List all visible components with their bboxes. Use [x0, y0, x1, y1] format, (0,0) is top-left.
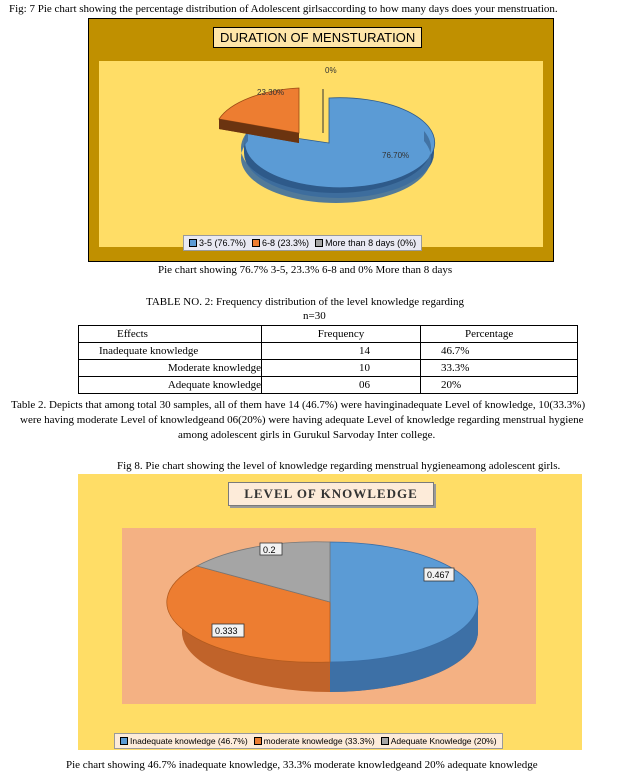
- label-76: 76.70%: [382, 151, 410, 160]
- header-effects: Effects: [79, 326, 262, 343]
- label-inadequate: 0.467: [427, 570, 450, 580]
- chart2-title-box: [228, 482, 434, 506]
- chart2-legend: [114, 733, 503, 749]
- table-title: TABLE NO. 2: Frequency distribution of the level knowledge regarding: [146, 296, 465, 308]
- table-row: [79, 377, 578, 394]
- legend-label: Inadequate knowledge (46.7%): [130, 736, 248, 746]
- legend-swatch: [252, 239, 260, 247]
- chart1-title: DURATION OF MENSTURATION: [213, 27, 422, 48]
- row-frequency: 10: [262, 360, 421, 377]
- table-n: n=30: [303, 310, 326, 322]
- legend-label: 3-5 (76.7%): [199, 238, 247, 248]
- legend-label: 6-8 (23.3%): [262, 238, 310, 248]
- legend-item-6-8: [252, 238, 309, 248]
- row-percentage: 46.7%: [421, 343, 578, 360]
- table-desc-3: among adolescent girls in Gurukul Sarvoday Inter college.: [178, 429, 436, 441]
- label-adequate: 0.2: [263, 545, 276, 555]
- label-23: 23.30%: [257, 88, 285, 97]
- legend-item-moderate: [254, 736, 375, 746]
- table-desc-2: were having moderate Level of knowledgeand 06(20%) were having adequate Level of knowledge regarding menstrual hygiene: [20, 414, 584, 426]
- chart2-plot-area: [122, 528, 536, 704]
- legend-item-inadequate: [120, 736, 248, 746]
- chart1-plot-area: [99, 61, 543, 247]
- fig7-note: Pie chart showing 76.7% 3-5, 23.3% 6-8 and 0% More than 8 days: [158, 264, 453, 276]
- header-percentage: Percentage: [421, 326, 578, 343]
- legend-swatch: [381, 737, 389, 745]
- legend-item-adequate: [381, 736, 497, 746]
- fig7-caption: Fig: 7 Pie chart showing the percentage distribution of Adolescent girlsaccording to how many days does your menstruation.: [9, 3, 558, 15]
- row-effect: Moderate knowledge: [79, 360, 262, 377]
- legend-item-3-5: [189, 238, 246, 248]
- fig8-caption: Fig 8. Pie chart showing the level of knowledge regarding menstrual hygieneamong adolescent girls.: [117, 460, 561, 472]
- duration-chart: [88, 18, 554, 262]
- legend-swatch: [189, 239, 197, 247]
- label-moderate: 0.333: [215, 626, 238, 636]
- legend-swatch: [120, 737, 128, 745]
- row-frequency: 06: [262, 377, 421, 394]
- row-percentage: 33.3%: [421, 360, 578, 377]
- row-effect: Inadequate knowledge: [79, 343, 262, 360]
- table-desc-1: Table 2. Depicts that among total 30 samples, all of them have 14 (46.7%) were havinginadequate Level of knowledge, 10(33.3%): [11, 399, 586, 411]
- legend-swatch: [315, 239, 323, 247]
- row-percentage: 20%: [421, 377, 578, 394]
- chart2-title: LEVEL OF KNOWLEDGE: [244, 486, 418, 501]
- fig8-note: Pie chart showing 46.7% inadequate knowledge, 33.3% moderate knowledgeand 20% adequate knowledge: [66, 759, 538, 771]
- table-row: [79, 343, 578, 360]
- header-frequency: Frequency: [262, 326, 421, 343]
- legend-label: Adequate Knowledge (20%): [390, 736, 497, 746]
- label-0: 0%: [325, 66, 337, 75]
- chart1-pie-svg: [99, 61, 543, 247]
- table-header-row: [79, 326, 578, 343]
- legend-label: moderate knowledge (33.3%): [263, 736, 375, 746]
- knowledge-chart: [78, 474, 582, 750]
- chart1-legend: [183, 235, 422, 251]
- table-row: [79, 360, 578, 377]
- row-frequency: 14: [262, 343, 421, 360]
- chart2-pie-svg: [122, 528, 536, 704]
- legend-swatch: [254, 737, 262, 745]
- row-effect: Adequate knowledge: [79, 377, 262, 394]
- legend-item-more: [315, 238, 416, 248]
- legend-label: More than 8 days (0%): [325, 238, 417, 248]
- frequency-table: [78, 325, 578, 394]
